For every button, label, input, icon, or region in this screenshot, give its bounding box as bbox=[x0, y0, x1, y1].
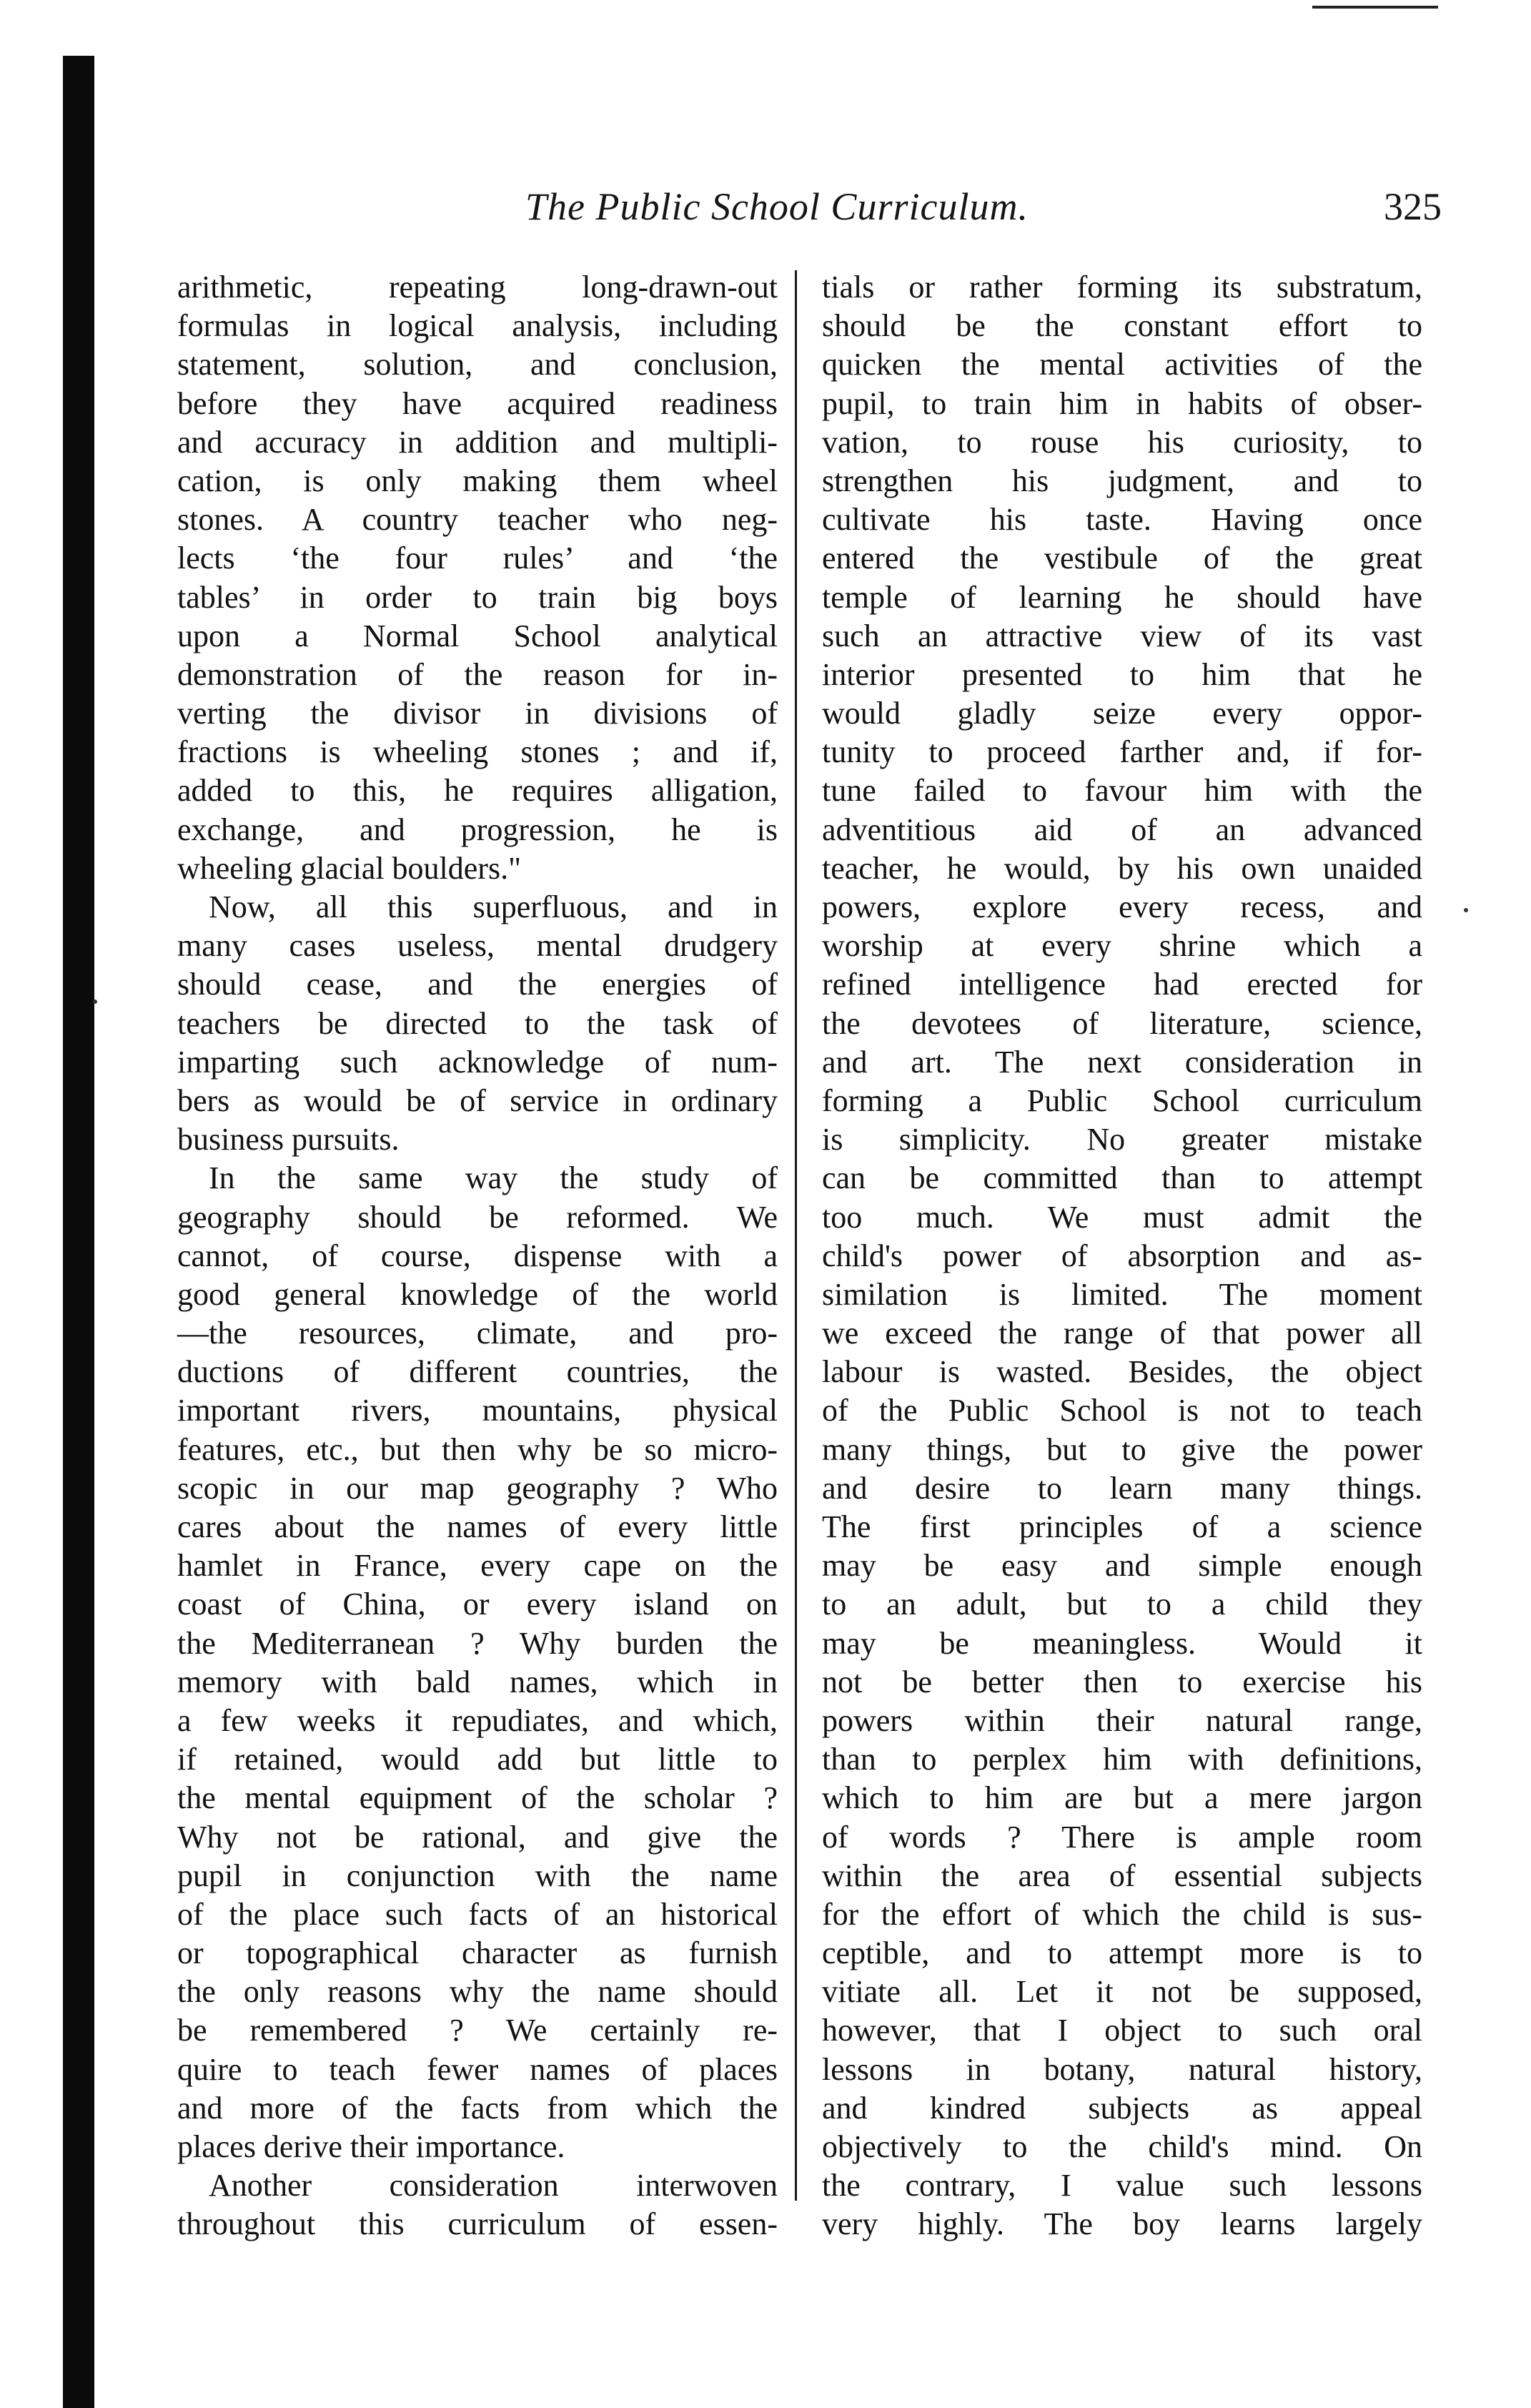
right-column-line: cultivate his taste. Having once bbox=[822, 502, 1422, 538]
right-column-line: very highly. The boy learns largely bbox=[822, 2206, 1422, 2242]
left-column-line: verting the divisor in divisions of bbox=[177, 696, 778, 731]
left-column-line: exchange, and progression, he is bbox=[177, 811, 778, 847]
right-column-line: not be better then to exercise his bbox=[822, 1664, 1422, 1699]
left-column-line: important rivers, mountains, physical bbox=[177, 1393, 778, 1428]
left-column-line: the Mediterranean ? Why burden the bbox=[177, 1625, 778, 1661]
left-column-line: a few weeks it repudiates, and which, bbox=[177, 1702, 778, 1738]
left-column-line: features, etc., but then why be so micro- bbox=[177, 1431, 778, 1467]
right-column-line: child's power of absorption and as- bbox=[822, 1238, 1422, 1273]
right-column-line: teacher, he would, by his own unaided bbox=[822, 850, 1422, 886]
right-column-line: which to him are but a mere jargon bbox=[822, 1780, 1422, 1816]
right-column-line: labour is wasted. Besides, the object bbox=[822, 1354, 1422, 1390]
right-column-line: adventitious aid of an advanced bbox=[822, 811, 1422, 847]
left-column-line: should cease, and the energies of bbox=[177, 967, 778, 1002]
left-column-line: stones. A country teacher who neg- bbox=[177, 502, 778, 538]
right-column-line: similation is limited. The moment bbox=[822, 1276, 1422, 1312]
right-column-line: ceptible, and to attempt more is to bbox=[822, 1935, 1422, 1971]
right-column-line: vitiate all. Let it not be supposed, bbox=[822, 1974, 1422, 2010]
left-column-line: pupil in conjunction with the name bbox=[177, 1857, 778, 1893]
left-column-line: wheeling glacial boulders." bbox=[177, 850, 522, 886]
left-column-line: good general knowledge of the world bbox=[177, 1276, 778, 1312]
left-column-line: scopic in our map geography ? Who bbox=[177, 1470, 778, 1506]
right-column-line: for the effort of which the child is sus- bbox=[822, 1896, 1422, 1932]
right-column-line: tune failed to favour him with the bbox=[822, 773, 1422, 809]
left-column-line: added to this, he requires alligation, bbox=[177, 773, 778, 809]
right-column-line: too much. We must admit the bbox=[822, 1199, 1422, 1235]
right-column-line: many things, but to give the power bbox=[822, 1431, 1422, 1467]
page-number: 325 bbox=[1384, 185, 1442, 228]
column-divider-rule bbox=[795, 270, 797, 2201]
right-column-line: lessons in botany, natural history, bbox=[822, 2051, 1422, 2087]
left-column-line: and more of the facts from which the bbox=[177, 2090, 778, 2126]
right-column-line: of the Public School is not to teach bbox=[822, 1393, 1422, 1428]
right-column-line: within the area of essential subjects bbox=[822, 1857, 1422, 1893]
corner-rule-mark bbox=[1312, 6, 1438, 9]
left-column-line: many cases useless, mental drudgery bbox=[177, 928, 778, 964]
stray-ink-dot bbox=[1464, 908, 1468, 912]
right-column-line: the devotees of literature, science, bbox=[822, 1005, 1422, 1041]
left-column-line: ductions of different countries, the bbox=[177, 1354, 778, 1390]
left-column-line: formulas in logical analysis, including bbox=[177, 308, 778, 344]
left-column-line: business pursuits. bbox=[177, 1122, 400, 1158]
left-column-line: —the resources, climate, and pro- bbox=[177, 1316, 778, 1351]
left-column-line: tables’ in order to train big boys bbox=[177, 579, 778, 615]
left-column-line: or topographical character as furnish bbox=[177, 1935, 778, 1971]
left-column-line: imparting such acknowledge of num- bbox=[177, 1044, 778, 1080]
right-text-column bbox=[822, 268, 1422, 2244]
right-column-line: quicken the mental activities of the bbox=[822, 347, 1422, 383]
right-column-line: however, that I object to such oral bbox=[822, 2013, 1422, 2048]
right-column-line: we exceed the range of that power all bbox=[822, 1316, 1422, 1351]
right-column-line: may be easy and simple enough bbox=[822, 1548, 1422, 1584]
left-column-line: teachers be directed to the task of bbox=[177, 1005, 778, 1041]
left-column-line: fractions is wheeling stones ; and if, bbox=[177, 734, 778, 770]
left-column-line: be remembered ? We certainly re- bbox=[177, 2013, 778, 2048]
left-column-line: bers as would be of service in ordinary bbox=[177, 1082, 778, 1118]
right-column-line: powers within their natural range, bbox=[822, 1702, 1422, 1738]
right-column-line: to an adult, but to a child they bbox=[822, 1587, 1422, 1622]
right-column-line: may be meaningless. Would it bbox=[822, 1625, 1422, 1661]
stray-ink-dot bbox=[93, 1000, 97, 1004]
right-column-line: such an attractive view of its vast bbox=[822, 618, 1422, 653]
left-column-line: arithmetic, repeating long-drawn-out bbox=[177, 270, 778, 305]
right-column-line: is simplicity. No greater mistake bbox=[822, 1122, 1422, 1158]
right-column-line: objectively to the child's mind. On bbox=[822, 2129, 1422, 2164]
left-column-line: cannot, of course, dispense with a bbox=[177, 1238, 778, 1273]
right-column-line: The first principles of a science bbox=[822, 1509, 1422, 1544]
binding-edge-shadow bbox=[63, 56, 94, 2408]
left-column-line: and accuracy in addition and multipli- bbox=[177, 424, 778, 460]
right-column-line: and art. The next consideration in bbox=[822, 1044, 1422, 1080]
left-column-line: lects ‘the four rules’ and ‘the bbox=[177, 541, 778, 576]
right-column-line: forming a Public School curriculum bbox=[822, 1082, 1422, 1118]
right-column-line: than to perplex him with definitions, bbox=[822, 1742, 1422, 1777]
right-column-line: worship at every shrine which a bbox=[822, 928, 1422, 964]
right-column-line: refined intelligence had erected for bbox=[822, 967, 1422, 1002]
right-column-line: of words ? There is ample room bbox=[822, 1819, 1422, 1855]
left-column-line: cation, is only making them wheel bbox=[177, 463, 778, 498]
left-column-line: statement, solution, and conclusion, bbox=[177, 347, 778, 383]
right-column-line: and kindred subjects as appeal bbox=[822, 2090, 1422, 2126]
left-column-line: memory with bald names, which in bbox=[177, 1664, 778, 1699]
running-title: The Public School Curriculum. bbox=[525, 185, 1029, 228]
right-column-line: interior presented to him that he bbox=[822, 656, 1422, 692]
right-column-line: tials or rather forming its substratum, bbox=[822, 270, 1422, 305]
left-column-line: In the same way the study of bbox=[209, 1160, 778, 1196]
right-column-line: entered the vestibule of the great bbox=[822, 541, 1422, 576]
right-column-line: the contrary, I value such lessons bbox=[822, 2168, 1422, 2204]
right-column-line: and desire to learn many things. bbox=[822, 1470, 1422, 1506]
left-column-line: hamlet in France, every cape on the bbox=[177, 1548, 778, 1584]
left-column-line: the mental equipment of the scholar ? bbox=[177, 1780, 778, 1816]
left-column-line: throughout this curriculum of essen- bbox=[177, 2206, 778, 2242]
right-column-line: temple of learning he should have bbox=[822, 579, 1422, 615]
left-column-line: geography should be reformed. We bbox=[177, 1199, 778, 1235]
right-column-line: would gladly seize every oppor- bbox=[822, 696, 1422, 731]
right-column-line: strengthen his judgment, and to bbox=[822, 463, 1422, 498]
left-column-line: the only reasons why the name should bbox=[177, 1974, 778, 2010]
left-column-line: Why not be rational, and give the bbox=[177, 1819, 778, 1855]
left-column-line: Now, all this superfluous, and in bbox=[209, 889, 778, 924]
right-column-line: vation, to rouse his curiosity, to bbox=[822, 424, 1422, 460]
right-column-line: pupil, to train him in habits of obser- bbox=[822, 385, 1422, 421]
left-column-line: coast of China, or every island on bbox=[177, 1587, 778, 1622]
left-text-column bbox=[177, 268, 778, 2244]
right-column-line: should be the constant effort to bbox=[822, 308, 1422, 344]
left-column-line: if retained, would add but little to bbox=[177, 1742, 778, 1777]
left-column-line: places derive their importance. bbox=[177, 2129, 565, 2164]
left-column-line: cares about the names of every little bbox=[177, 1509, 778, 1544]
left-column-line: upon a Normal School analytical bbox=[177, 618, 778, 653]
right-column-line: tunity to proceed farther and, if for- bbox=[822, 734, 1422, 770]
left-column-line: before they have acquired readiness bbox=[177, 385, 778, 421]
left-column-line: Another consideration interwoven bbox=[209, 2168, 778, 2204]
left-column-line: quire to teach fewer names of places bbox=[177, 2051, 778, 2087]
right-column-line: can be committed than to attempt bbox=[822, 1160, 1422, 1196]
left-column-line: of the place such facts of an historical bbox=[177, 1896, 778, 1932]
left-column-line: demonstration of the reason for in- bbox=[177, 656, 778, 692]
right-column-line: powers, explore every recess, and bbox=[822, 889, 1422, 924]
